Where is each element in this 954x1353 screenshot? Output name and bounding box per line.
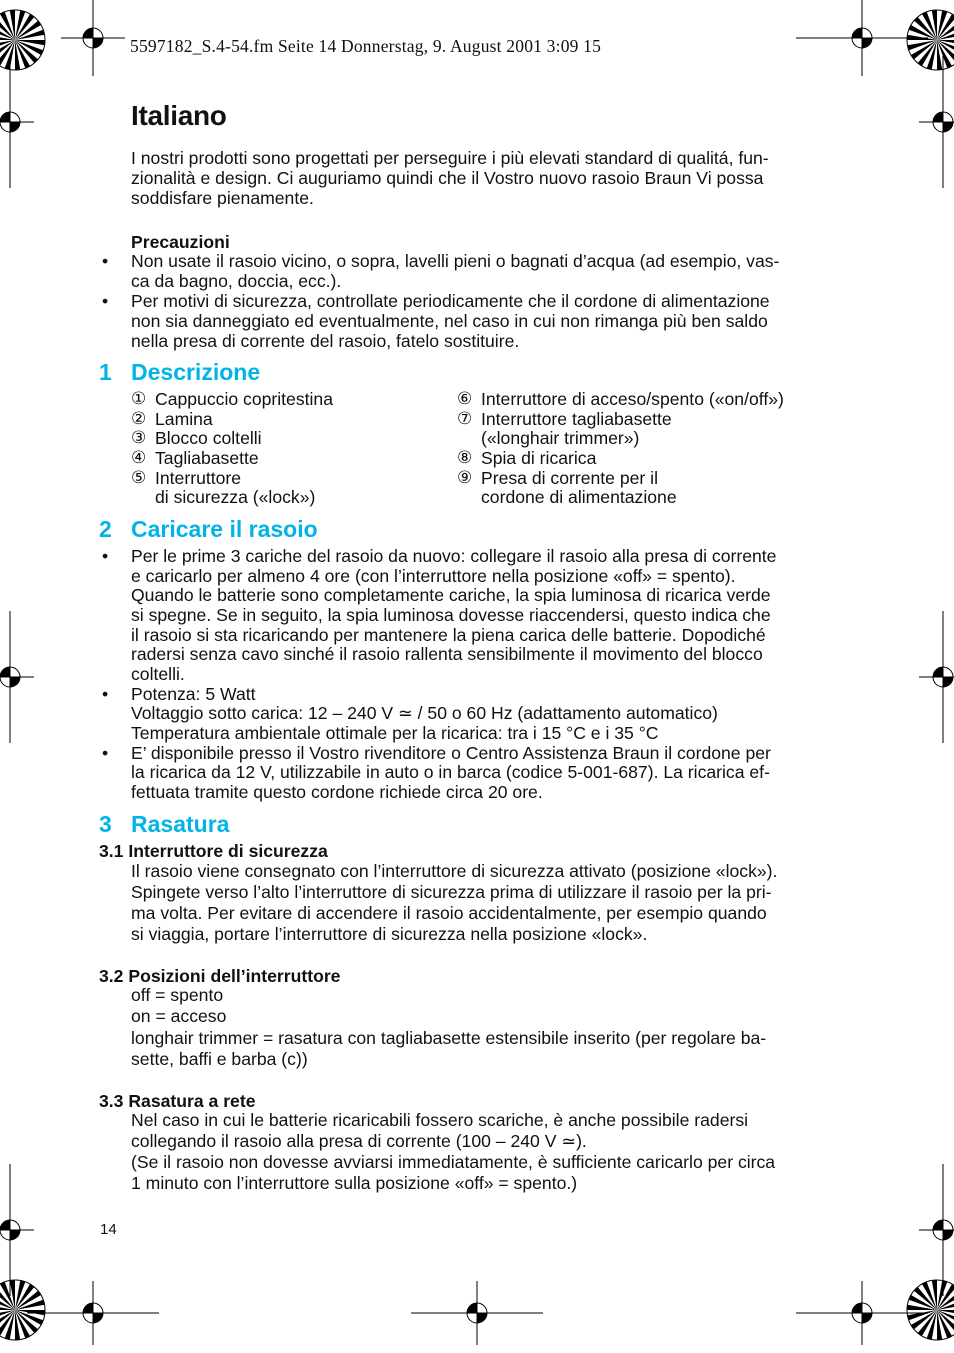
list-item-line: la ricarica da 12 V, utilizzabile in auto o in barca (codice 5-001-687). La ricarica ef- bbox=[131, 762, 770, 782]
bullet: • bbox=[102, 251, 109, 271]
registration-crosshair bbox=[27, 1281, 159, 1345]
part-number-marker: ⑤ bbox=[131, 468, 147, 487]
bullet: • bbox=[102, 743, 109, 763]
body-line: Il rasoio viene consegnato con l’interruttore di sicurezza attivato (posizione «lock»). bbox=[131, 861, 778, 881]
registration-crosshair bbox=[919, 56, 954, 188]
subsection-heading: 3.2 Posizioni dell’interruttore bbox=[99, 966, 341, 986]
registration-crosshair bbox=[0, 1164, 34, 1296]
list-item-line: Quando le batterie sono completamente cariche, la spia luminosa di ricarica verde bbox=[131, 585, 771, 605]
section-title: Descrizione bbox=[131, 359, 261, 385]
part-number-marker: ② bbox=[131, 409, 147, 428]
intro-line: I nostri prodotti sono progettati per perseguire i più elevati standard di qualitá, fun- bbox=[131, 148, 769, 168]
bullet: • bbox=[102, 291, 109, 311]
page-number: 14 bbox=[100, 1221, 117, 1238]
part-number-marker: ① bbox=[131, 389, 147, 408]
list-item-line: si spegne. Se in seguito, la spia luminosa dovesse riaccendersi, questo indica che bbox=[131, 605, 771, 625]
list-item-line: Voltaggio sotto carica: 12 – 240 V ≃ / 50 o 60 Hz (adattamento automatico) bbox=[131, 703, 718, 723]
section-number: 1 bbox=[99, 359, 112, 385]
part-label: cordone di alimentazione bbox=[481, 487, 677, 507]
subsection-heading: 3.3 Rasatura a rete bbox=[99, 1091, 256, 1111]
registration-crosshair bbox=[0, 56, 34, 188]
registration-sunburst bbox=[0, 10, 45, 70]
intro-line: soddisfare pienamente. bbox=[131, 188, 314, 208]
registration-sunburst bbox=[907, 10, 954, 70]
print-header-line: 5597182_S.4-54.fm Seite 14 Donnerstag, 9. August 2001 3:09 15 bbox=[130, 36, 602, 56]
body-line: si viaggia, portare l’interruttore di sicurezza nella posizione «lock». bbox=[131, 924, 648, 944]
part-number-marker: ⑦ bbox=[457, 409, 473, 428]
list-item-line: il rasoio si sta ricaricando per mantenere la piena carica delle batterie. Dopodiché bbox=[131, 625, 766, 645]
part-label: Lamina bbox=[155, 409, 213, 429]
registration-sunburst bbox=[907, 1280, 954, 1340]
registration-crosshair bbox=[61, 0, 125, 76]
list-item-line: nella presa di corrente del rasoio, fatelo sostituire. bbox=[131, 331, 520, 351]
intro-line: zionalità e design. Ci auguriamo quindi che il Vostro nuovo rasoio Braun Vi possa bbox=[131, 168, 764, 188]
body-line: collegando il rasoio alla presa di corrente (100 – 240 V ≃). bbox=[131, 1131, 587, 1151]
list-item-line: E’ disponibile presso il Vostro rivenditore o Centro Assistenza Braun il cordone per bbox=[131, 743, 771, 763]
registration-crosshair bbox=[919, 611, 954, 743]
registration-crosshair bbox=[919, 1164, 954, 1296]
part-label: Tagliabasette bbox=[155, 448, 259, 468]
body-line: off = spento bbox=[131, 985, 224, 1005]
section-heading-caricare bbox=[99, 516, 499, 544]
body-line: ma volta. Per evitare di accendere il rasoio accidentalmente, per esempio quando bbox=[131, 903, 767, 923]
part-label: Blocco coltelli bbox=[155, 428, 262, 448]
body-line: Nel caso in cui le batterie ricaricabili fossero scariche, è anche possibile radersi bbox=[131, 1110, 749, 1130]
body-line: Spingete verso l’alto l’interruttore di sicurezza prima di utilizzare il rasoio per la pri- bbox=[131, 882, 772, 902]
intro-paragraph bbox=[131, 148, 769, 208]
part-number-marker: ⑧ bbox=[457, 448, 473, 467]
registration-sunburst bbox=[0, 1280, 45, 1340]
list-item-line: ca da bagno, doccia, ecc.). bbox=[131, 271, 342, 291]
part-label: Presa di corrente per il bbox=[481, 468, 658, 488]
bullet: • bbox=[102, 684, 109, 704]
part-label: Cappuccio copritestina bbox=[155, 389, 333, 409]
body-line: sette, baffi e barba (c)) bbox=[131, 1049, 308, 1069]
list-item-line: e caricarlo per almeno 4 ore (con l’interruttore nella posizione «off» = spento). bbox=[131, 566, 736, 586]
registration-crosshair bbox=[411, 1281, 543, 1345]
part-number-marker: ⑨ bbox=[457, 468, 473, 487]
part-label: Interruttore di acceso/spento («on/off») bbox=[481, 389, 784, 409]
precautions-heading: Precauzioni bbox=[131, 232, 230, 252]
body-line: (Se il rasoio non dovesse avviarsi immediatamente, è sufficiente caricarlo per circa bbox=[131, 1152, 776, 1172]
body-line: 1 minuto con l’interruttore sulla posizione «off» = spento.) bbox=[131, 1173, 578, 1193]
part-number-marker: ③ bbox=[131, 428, 147, 447]
section-title: Rasatura bbox=[131, 811, 230, 837]
list-item-line: Temperatura ambientale ottimale per la ricarica: tra i 15 °C e i 35 °C bbox=[131, 723, 659, 743]
list-item-line: radersi senza cavo sinché il rasoio rallenta sensibilmente il movimento del blocco bbox=[131, 644, 763, 664]
part-label: Spia di ricarica bbox=[481, 448, 597, 468]
list-item-line: Potenza: 5 Watt bbox=[131, 684, 256, 704]
registration-crosshair bbox=[796, 1281, 928, 1345]
registration-crosshair bbox=[0, 611, 34, 743]
body-line: on = acceso bbox=[131, 1006, 227, 1026]
body-line: longhair trimmer = rasatura con tagliabasette estensibile inserito (per regolare ba- bbox=[131, 1028, 767, 1048]
part-label: («longhair trimmer») bbox=[481, 428, 640, 448]
list-item-line: coltelli. bbox=[131, 664, 185, 684]
page-title: Italiano bbox=[131, 100, 227, 131]
part-number-marker: ④ bbox=[131, 448, 147, 467]
list-item-line: Non usate il rasoio vicino, o sopra, lavelli pieni o bagnati d’acqua (ad esempio, vas- bbox=[131, 251, 780, 271]
section-number: 3 bbox=[99, 811, 112, 837]
section-heading-descrizione bbox=[99, 359, 399, 387]
list-item-line: Per motivi di sicurezza, controllate periodicamente che il cordone di alimentazione bbox=[131, 291, 770, 311]
section-heading-rasatura bbox=[99, 811, 399, 839]
subsection-heading: 3.1 Interruttore di sicurezza bbox=[99, 841, 328, 861]
part-label: di sicurezza («lock») bbox=[155, 487, 316, 507]
section-number: 2 bbox=[99, 516, 112, 542]
list-item-line: fettuata tramite questo cordone richiede circa 20 ore. bbox=[131, 782, 543, 802]
list-item-line: non sia danneggiato ed eventualmente, nel caso in cui non rimanga più ben saldo bbox=[131, 311, 768, 331]
part-label: Interruttore bbox=[155, 468, 242, 488]
bullet: • bbox=[102, 546, 109, 566]
section-title: Caricare il rasoio bbox=[131, 516, 318, 542]
list-item-line: Per le prime 3 cariche del rasoio da nuovo: collegare il rasoio alla presa di corrente bbox=[131, 546, 777, 566]
part-label: Interruttore tagliabasette bbox=[481, 409, 672, 429]
part-number-marker: ⑥ bbox=[457, 389, 473, 408]
